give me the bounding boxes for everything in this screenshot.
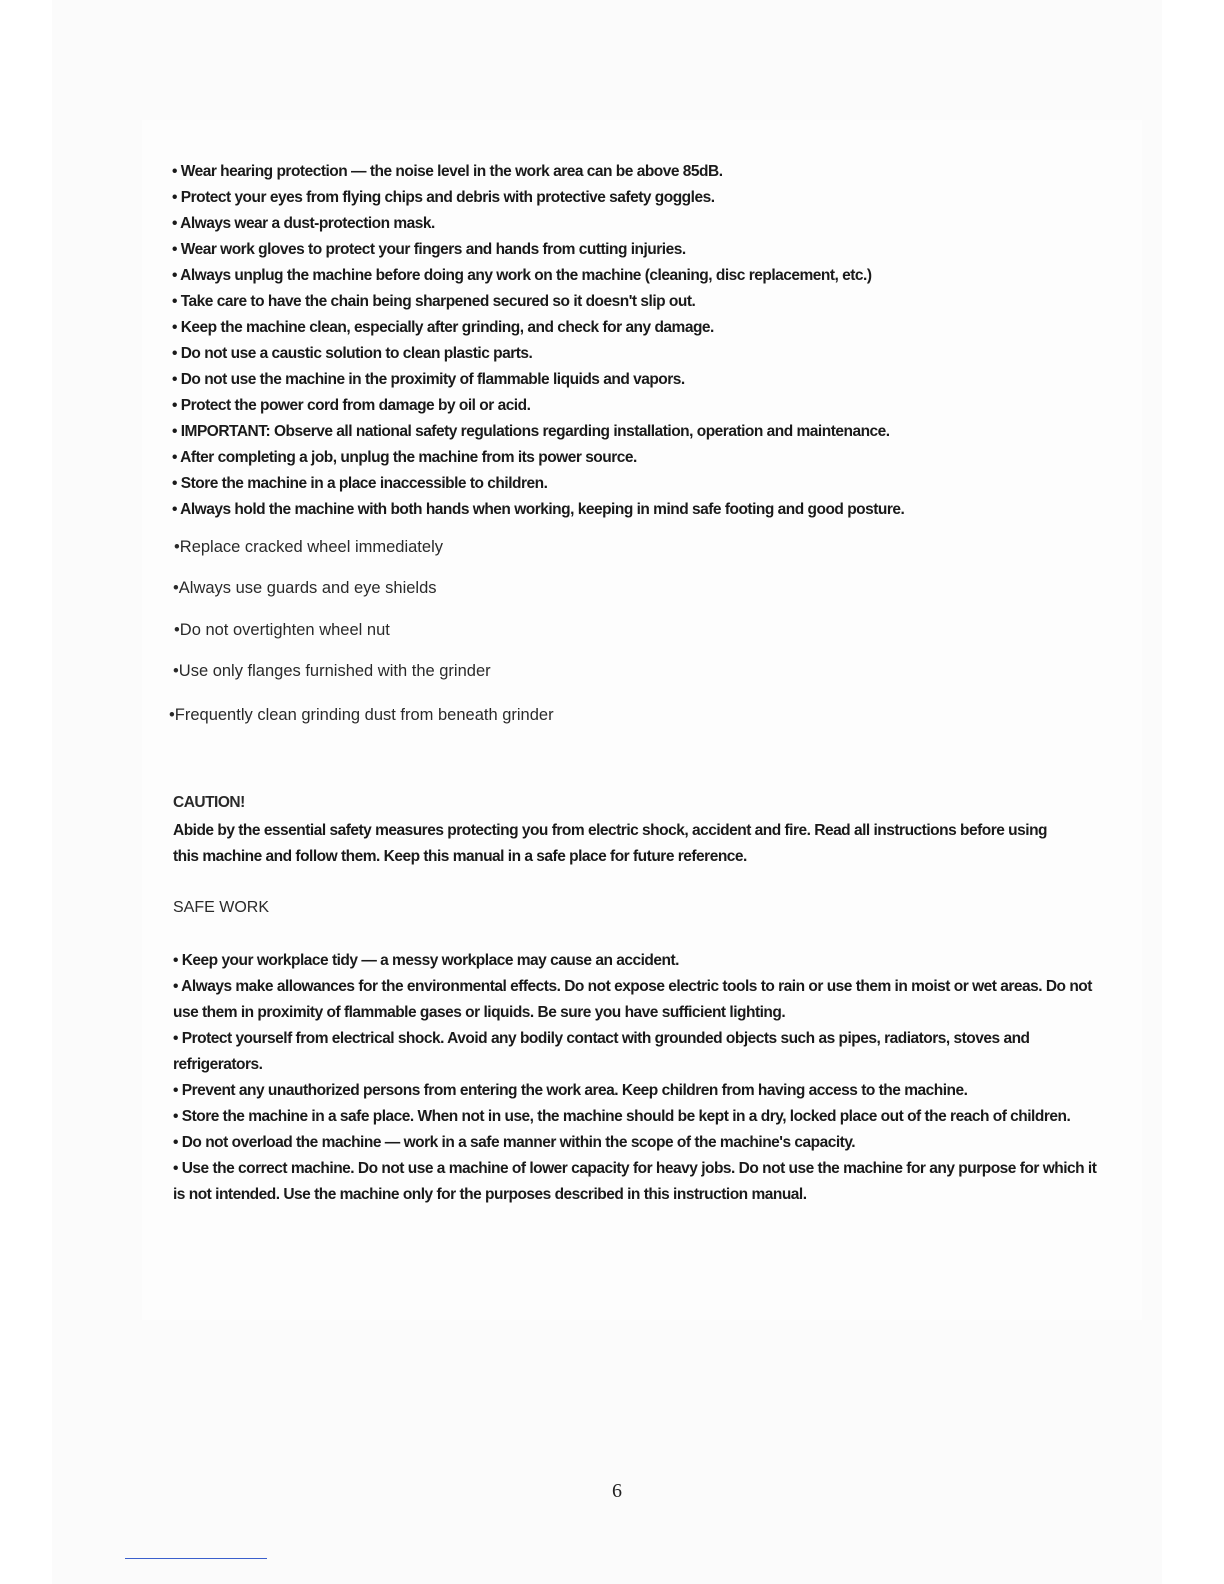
list-item: • Always make allowances for the environmental effects. Do not expose electric tools to rain or use them in moist or wet areas. Do not use them in proximity of flammable gases or liquids. Be sure you have sufficient lighting.: [173, 978, 1092, 1021]
grinder-bullet: •Frequently clean grinding dust from beneath grinder: [169, 706, 554, 724]
page-number: 6: [612, 1480, 622, 1502]
list-item: • Prevent any unauthorized persons from entering the work area. Keep children from having access to the machine.: [173, 1082, 968, 1099]
grinder-bullet: •Replace cracked wheel immediately: [174, 538, 443, 556]
list-item: • Store the machine in a place inaccessible to children.: [172, 475, 548, 492]
list-item: • Always wear a dust-protection mask.: [172, 215, 435, 232]
list-item: • Wear hearing protection — the noise level in the work area can be above 85dB.: [172, 163, 723, 180]
list-item: • Always unplug the machine before doing any work on the machine (cleaning, disc replacement, etc.): [172, 267, 872, 284]
list-item: • Do not use the machine in the proximity of flammable liquids and vapors.: [172, 371, 685, 388]
list-item: • After completing a job, unplug the machine from its power source.: [172, 449, 637, 466]
list-item: • Wear work gloves to protect your fingers and hands from cutting injuries.: [172, 241, 686, 258]
safe-work-list: [173, 948, 1098, 1208]
list-item: • Use the correct machine. Do not use a machine of lower capacity for heavy jobs. Do not use the machine for any purpose for which it is not intended. Use the machine only for the purposes described in this instruction manual.: [173, 1160, 1097, 1203]
safe-work-heading: SAFE WORK: [173, 899, 270, 916]
caution-heading: CAUTION!: [173, 794, 245, 811]
list-item: • Protect your eyes from flying chips and debris with protective safety goggles.: [172, 189, 715, 206]
list-item: • Protect the power cord from damage by oil or acid.: [172, 397, 531, 414]
caution-paragraph: Abide by the essential safety measures protecting you from electric shock, accident and fire. Read all instructions before using this machine and follow them. Keep this manual in a safe place for future reference.: [173, 822, 1048, 865]
list-item: • Keep the machine clean, especially after grinding, and check for any damage.: [172, 319, 714, 336]
list-item: • Keep your workplace tidy — a messy workplace may cause an accident.: [173, 952, 679, 969]
list-item: • Take care to have the chain being sharpened secured so it doesn't slip out.: [172, 293, 696, 310]
footer-divider: [125, 1558, 267, 1559]
grinder-bullet: •Always use guards and eye shields: [173, 579, 437, 597]
list-item: • Do not use a caustic solution to clean plastic parts.: [172, 345, 533, 362]
list-item: • Do not overload the machine — work in a safe manner within the scope of the machine's capacity.: [173, 1134, 856, 1151]
list-item: • Store the machine in a safe place. When not in use, the machine should be kept in a dry, locked place out of the reach of children.: [173, 1108, 1071, 1125]
grinder-bullet: •Use only flanges furnished with the grinder: [173, 662, 491, 680]
grinder-bullet: •Do not overtighten wheel nut: [174, 621, 390, 639]
list-item: • Always hold the machine with both hands when working, keeping in mind safe footing and good posture.: [172, 501, 905, 518]
safety-bullet-list: [172, 160, 1132, 524]
list-item: • Protect yourself from electrical shock. Avoid any bodily contact with grounded objects such as pipes, radiators, stoves and refrigerators.: [173, 1030, 1030, 1073]
list-item: • IMPORTANT: Observe all national safety regulations regarding installation, operation and maintenance.: [172, 423, 890, 440]
